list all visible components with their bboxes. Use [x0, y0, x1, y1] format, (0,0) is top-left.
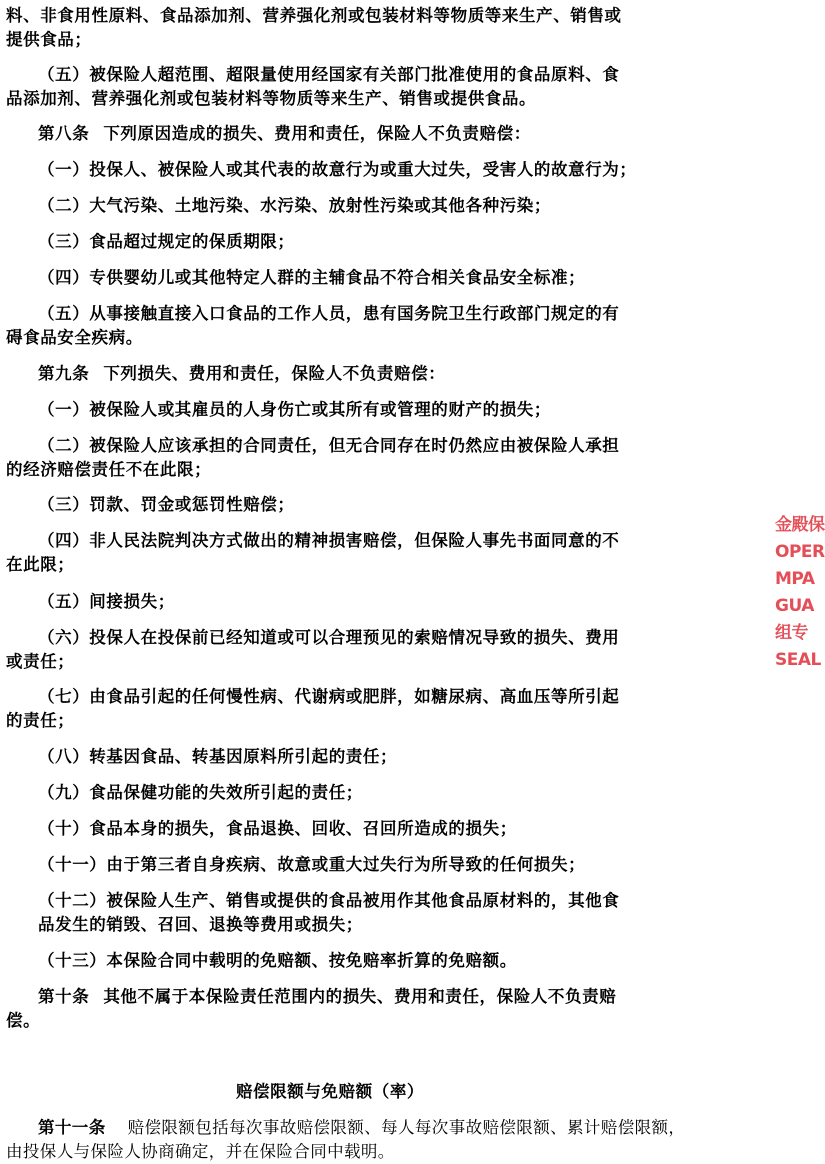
article-8-item-2	[6, 194, 666, 218]
company-seal-stamp	[775, 512, 825, 688]
text-line: 品添加剂、营养强化剂或包装材料等物质等来生产、销售或提供食品。	[6, 89, 537, 108]
article-text: 下列原因造成的损失、费用和责任，保险人不负责赔偿：	[103, 124, 531, 143]
text-line: （七）由食品引起的任何慢性病、代谢病或肥胖，如糖尿病、高血压等所引起	[38, 687, 620, 706]
article-label: 第十条	[38, 987, 90, 1006]
text-line: （八）转基因食品、转基因原料所引起的责任；	[38, 747, 398, 766]
article-9-item-4	[6, 529, 666, 577]
text-line: （十二）被保险人生产、销售或提供的食品被用作其他食品原材料的，其他食	[38, 891, 620, 910]
text-line: （五）被保险人超范围、超限量使用经国家有关部门批准使用的食品原料、食	[38, 65, 620, 84]
text-line: （一）被保险人或其雇员的人身伤亡或其所有或管理的财产的损失；	[38, 400, 551, 419]
article-9-item-9	[6, 781, 666, 805]
text-line: （十）食品本身的损失，食品退换、回收、召回所造成的损失；	[38, 819, 517, 838]
seal-text: GUA	[775, 596, 814, 616]
article-text: 其他不属于本保险责任范围内的损失、费用和责任，保险人不负责赔	[103, 987, 617, 1006]
article-8-item-1	[6, 158, 666, 182]
article-10	[6, 985, 666, 1033]
text-line: （二）大气污染、土地污染、水污染、放射性污染或其他各种污染；	[38, 196, 551, 215]
article-label: 第九条	[38, 364, 90, 383]
text-line: 的经济赔偿责任不在此限；	[6, 460, 212, 479]
seal-text: SEAL	[775, 650, 821, 670]
article-label: 第十一条	[38, 1118, 106, 1137]
article-9-item-8	[6, 745, 666, 769]
article-9-item-6	[6, 626, 666, 674]
text-line: （五）从事接触直接入口食品的工作人员，患有国务院卫生行政部门规定的有	[38, 304, 620, 323]
text-line: （五）间接损失；	[38, 592, 175, 611]
article-9-item-1	[6, 398, 666, 422]
section-heading: 赔偿限额与免赔额（率）	[235, 1082, 425, 1101]
text-line: （十三）本保险合同中载明的免赔额、按免赔率折算的免赔额。	[38, 951, 517, 970]
article-9-heading	[6, 362, 666, 386]
text-line: （一）投保人、被保险人或其代表的故意行为或重大过失，受害人的故意行为；	[38, 160, 637, 179]
article-9-item-3	[6, 493, 666, 517]
text-line: 碍食品安全疾病。	[6, 328, 143, 347]
text-line: （四）专供婴幼儿或其他特定人群的主辅食品不符合相关食品安全标准；	[38, 268, 586, 287]
text-line: （三）食品超过规定的保质期限；	[38, 232, 295, 251]
text-line: 提供食品；	[6, 30, 92, 49]
paragraph-continuation	[6, 4, 666, 52]
article-9-item-12	[6, 889, 666, 937]
article-label: 第八条	[38, 124, 90, 143]
text-line: 料、非食用性原料、食品添加剂、营养强化剂或包装材料等物质等来生产、销售或	[6, 6, 622, 25]
article-9-item-7	[6, 685, 666, 733]
text-line: （四）非人民法院判决方式做出的精神损害赔偿，但保险人事先书面同意的不	[38, 531, 620, 550]
seal-text: 组专	[775, 623, 808, 643]
text-line: （十一）由于第三者自身疾病、故意或重大过失行为所导致的任何损失；	[38, 855, 586, 874]
seal-text: MPA	[775, 569, 815, 589]
text-line: （三）罚款、罚金或惩罚性赔偿；	[38, 495, 295, 514]
seal-text: OPER	[775, 542, 825, 562]
text-line: （九）食品保健功能的失效所引起的责任；	[38, 783, 363, 802]
text-line: 由投保人与保险人协商确定，并在保险合同中载明。	[6, 1142, 395, 1161]
text-line: 的责任；	[6, 711, 75, 730]
article-8-item-5	[6, 302, 666, 350]
article-11	[6, 1116, 686, 1164]
article-8-item-3	[6, 230, 666, 254]
article-8-item-4	[6, 266, 666, 290]
text-line: 或责任；	[6, 652, 75, 671]
article-text: 下列损失、费用和责任，保险人不负责赔偿：	[103, 364, 446, 383]
article-9-item-10	[6, 817, 666, 841]
text-line: 品发生的销毁、召回、退换等费用或损失；	[38, 915, 363, 934]
text-line: 偿。	[6, 1011, 41, 1030]
article-9-item-11	[6, 853, 666, 877]
article-9-item-2	[6, 434, 666, 482]
text-line: 在此限；	[6, 555, 75, 574]
paragraph-item-5	[6, 63, 666, 111]
seal-text: 金殿保	[775, 515, 825, 535]
article-8-heading	[6, 122, 666, 146]
text-line: （六）投保人在投保前已经知道或可以合理预见的索赔情况导致的损失、费用	[38, 628, 620, 647]
article-9-item-5	[6, 590, 666, 614]
article-9-item-13	[6, 949, 666, 973]
article-text: 赔偿限额包括每次事故赔偿限额、每人每次事故赔偿限额、累计赔偿限额，	[127, 1118, 686, 1137]
text-line: （二）被保险人应该承担的合同责任，但无合同存在时仍然应由被保险人承担	[38, 436, 620, 455]
